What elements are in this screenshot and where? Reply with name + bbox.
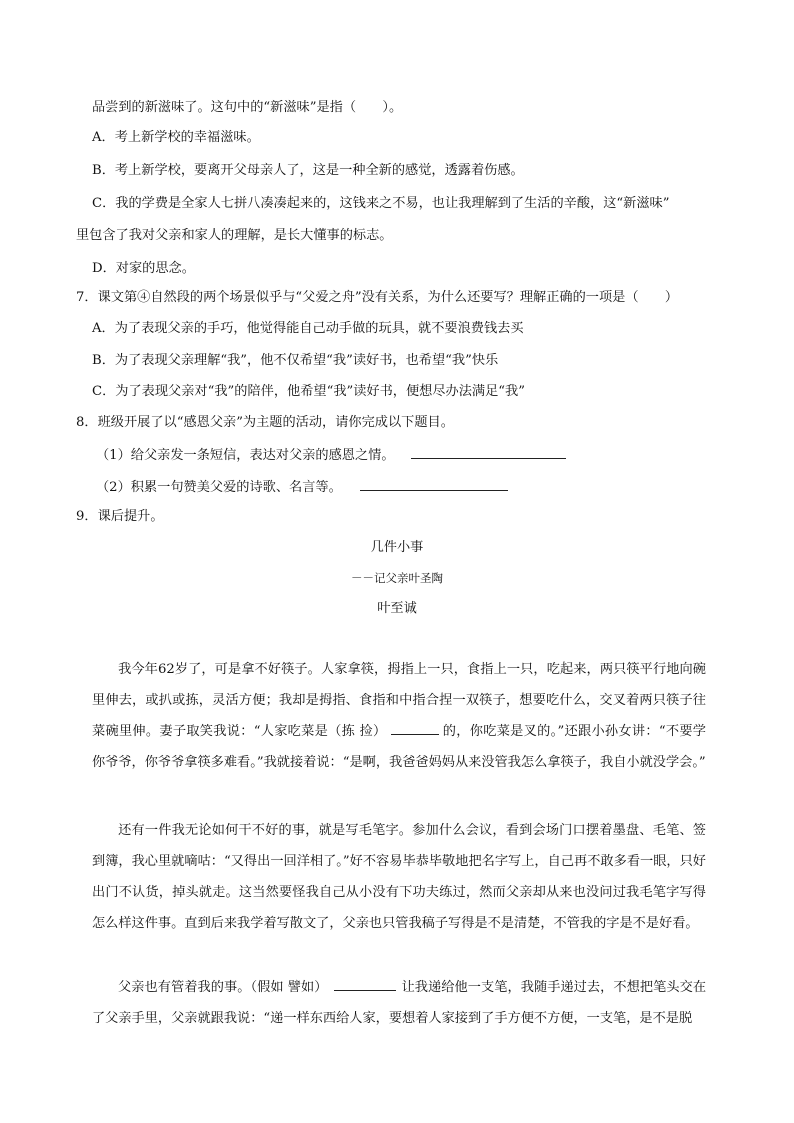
- q7-option-c: C．为了表现父亲对“我”的陪伴，他希望“我”读好书，便想尽办法满足“我”: [92, 384, 525, 399]
- q6-option-c-line1: C．我的学费是全家人七拼八凑凑起来的，这钱来之不易，也让我理解到了生活的辛酸，这“新滋味”: [92, 196, 670, 211]
- q8-part2-answer-blank[interactable]: [360, 476, 508, 491]
- q6-option-d: D．对家的思念。: [92, 261, 195, 276]
- article-paragraph-2: [92, 815, 706, 939]
- article-paragraph-2-text: 还有一件我无论如何干不好的事，就是写毛笔字。参加什么会议，看到会场门口摆着墨盘、毛笔、签到簿，我心里就嘀咕：“又得出一回洋相了。”好不容易毕恭毕敬地把名字写上，自己再不敢多看一眼，只好出门不认货，掉头就走。这当然要怪我自己从小没有下功夫练过，然而父亲却从来也没问过我毛笔字写得怎么样这件事。直到后来我学着写散文了，父亲也只管我稿子写得是不是清楚，不管我的字是不是好看。: [92, 823, 706, 931]
- article-author: 叶至诚: [377, 601, 417, 616]
- q7-option-a: A．为了表现父亲的手巧，他觉得能自己动手做的玩具，就不要浪费钱去买: [92, 321, 524, 336]
- q8-part2: [96, 476, 508, 498]
- q7-option-b: B．为了表现父亲理解“我”，他不仅希望“我”读好书，也希望“我”快乐: [92, 353, 499, 368]
- q9-stem: 9．课后提升。: [76, 509, 164, 524]
- article-paragraph-1-part-b: 的，你吃菜是叉的。”还跟小孙女讲：“不要学你爷爷，你爷爷拿筷多难看。”我就接着说：“是啊，我爸爸妈妈从来没管我怎么拿筷子，我自小就没学会。”: [92, 724, 706, 770]
- q6-option-c-line2: 里包含了我对父亲和家人的理解，是长大懂事的标志。: [76, 228, 393, 243]
- q8-part1-text: （1）给父亲发一条短信，表达对父亲的感恩之情。: [96, 448, 395, 463]
- q7-stem: 7．课文第④自然段的两个场景似乎与“父爱之舟”没有关系，为什么还要写？理解正确的一项是（ ）: [76, 290, 679, 305]
- article-title: 几件小事: [370, 540, 424, 555]
- p1-answer-blank[interactable]: [391, 720, 439, 735]
- q6-stem-tail: 品尝到的新滋味了。这句中的“新滋味”是指（ ）。: [92, 100, 403, 115]
- article-paragraph-3-part-b: 让我递给他一支笔，我随手递过去，不想把笔头交在了父亲手里，父亲就跟我说：“递一样东西给人家，要想着人家接到了手方便不方便，一支笔，是不是脱: [92, 980, 707, 1026]
- article-paragraph-1: [92, 654, 706, 778]
- article-subtitle: －－记父亲叶圣陶: [351, 571, 443, 585]
- p3-answer-blank[interactable]: [334, 976, 396, 991]
- article-paragraph-3-part-a: 父亲也有管着我的事。（假如 譬如）: [118, 980, 328, 995]
- q8-part1: [96, 444, 566, 466]
- q8-stem: 8．班级开展了以“感恩父亲”为主题的活动，请你完成以下题目。: [76, 415, 454, 430]
- q8-part2-text: （2）积累一句赞美父爱的诗歌、名言等。: [96, 480, 342, 495]
- q6-option-a: A．考上新学校的幸福滋味。: [92, 130, 260, 145]
- q8-part1-answer-blank[interactable]: [411, 444, 566, 459]
- article-paragraph-1-part-a: 我今年62岁了，可是拿不好筷子。人家拿筷，拇指上一只，食指上一只，吃起来，两只筷平行地向碗里伸去，或扒或拣，灵活方便；我却是拇指、食指和中指合捏一双筷子，想要吃什么，交叉着两只筷子往菜碗里伸。妻子取笑我说：“人家吃菜是（拣 捡）: [92, 662, 706, 739]
- q6-option-b: B．考上新学校，要离开父母亲人了，这是一种全新的感觉，透露着伤感。: [92, 163, 524, 178]
- article-paragraph-3: [92, 972, 706, 1034]
